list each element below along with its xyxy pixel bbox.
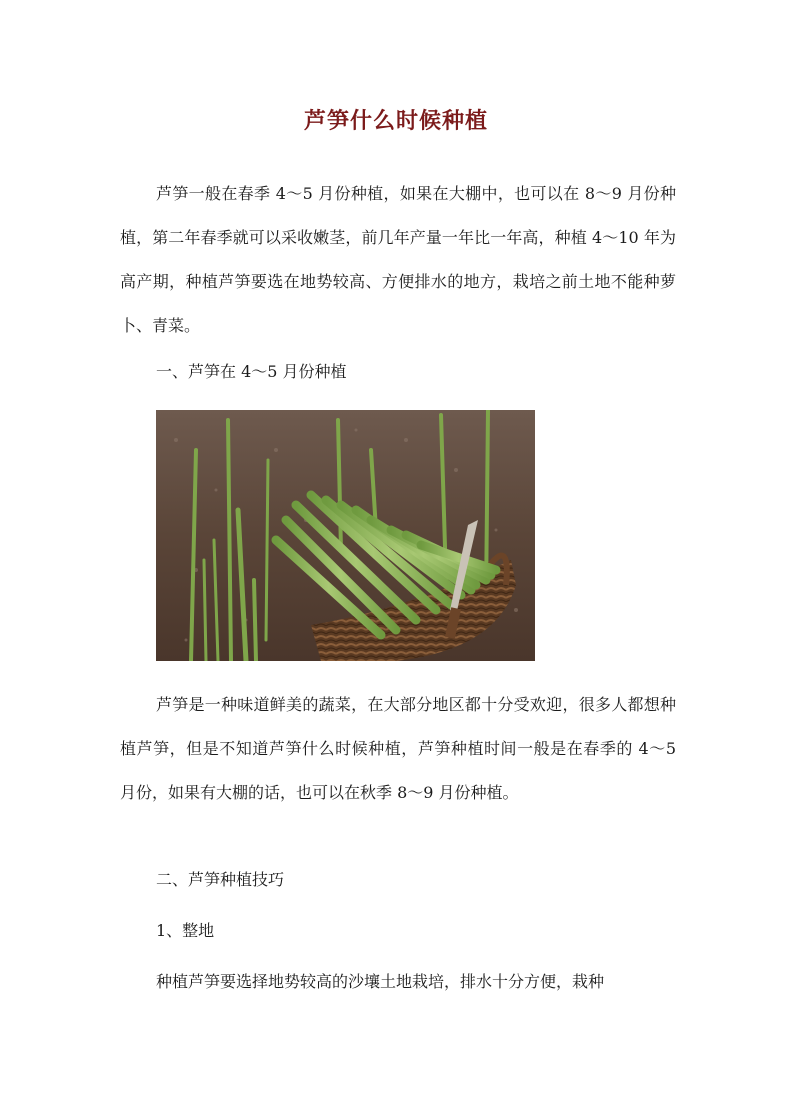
asparagus-photo-illustration (156, 410, 535, 661)
asparagus-basket-photo (156, 410, 535, 661)
section2-heading: 二、芦笋种植技巧 (156, 870, 285, 889)
section1-paragraph: 芦笋是一种味道鲜美的蔬菜，在大部分地区都十分受欢迎，很多人都想种植芦笋，但是不知道芦笋什么时候种植，芦笋种植时间一般是在春季的 4～5 月份，如果有大棚的话，也可以在秋季 8～9 月份种植。 (120, 695, 676, 802)
intro-paragraph: 芦笋一般在春季 4～5 月份种植，如果在大棚中，也可以在 8～9 月份种植，第二年春季就可以采收嫩茎，前几年产量一年比一年高，种植 4～10 年为高产期，种植芦笋要选在地势较高、方便排水的地方，栽培之前土地不能种萝卜、青菜。 (120, 184, 676, 335)
section1-heading: 一、芦笋在 4～5 月份种植 (156, 362, 347, 381)
subsection1-heading: 1、整地 (156, 921, 215, 940)
subsection1-paragraph: 种植芦笋要选择地势较高的沙壤土地栽培，排水十分方便，栽种 (156, 972, 605, 991)
page-title: 芦笋什么时候种植 (303, 108, 488, 134)
